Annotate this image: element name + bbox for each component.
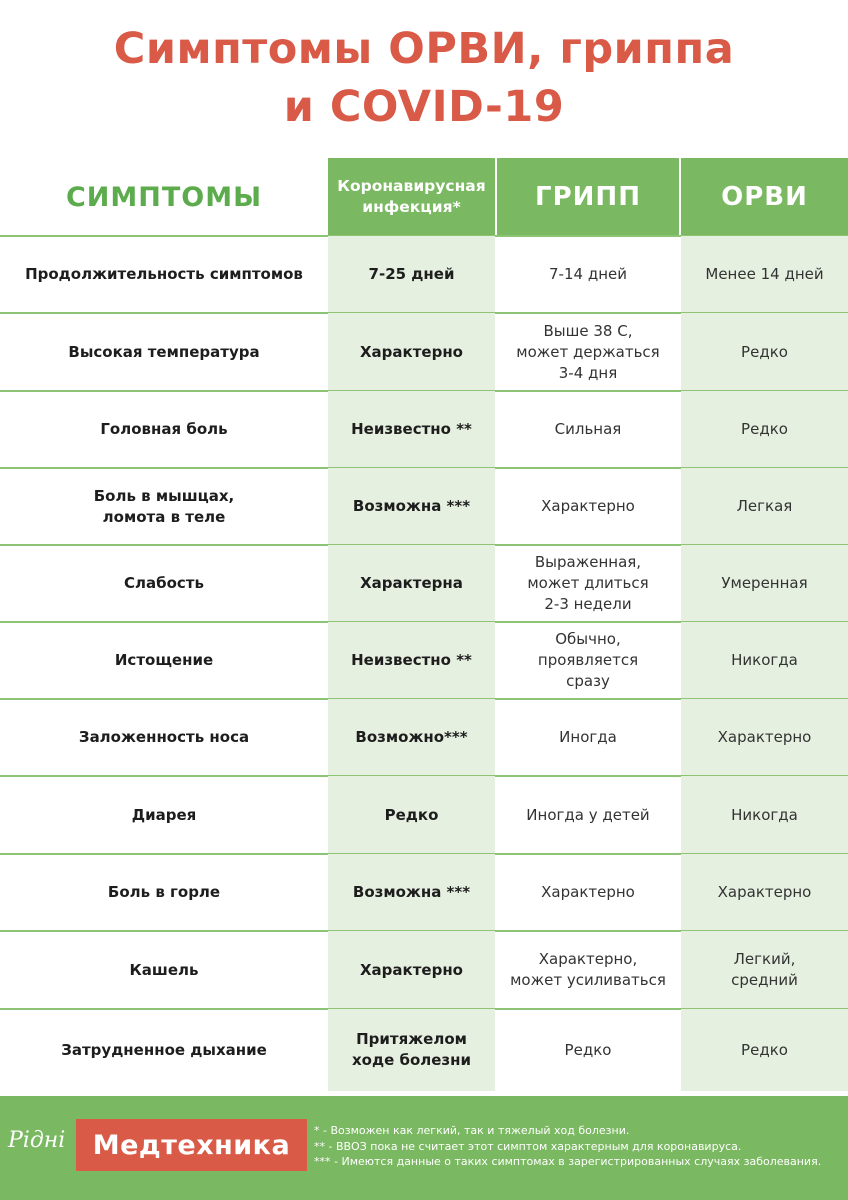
cell-orvi [681, 931, 848, 1009]
cell-flu [497, 776, 679, 854]
cell-orvi [681, 776, 848, 854]
cell-text: Характерно [541, 497, 635, 515]
cell-covid [328, 622, 495, 699]
table-row [0, 236, 848, 313]
header-covid-line2: инфекция* [362, 198, 461, 216]
cell-text: может держаться [516, 342, 660, 361]
cell-orvi [681, 313, 848, 391]
cell-orvi [681, 236, 848, 313]
cell-symptom [0, 545, 328, 622]
table-row [0, 468, 848, 545]
cell-text: Никогда [731, 805, 798, 824]
cell-text: Притяжелом [356, 1030, 467, 1048]
cell-text: Заложенность носа [78, 728, 250, 746]
cell-covid [328, 391, 495, 468]
table-row [0, 313, 848, 391]
cell-text: Редко [741, 420, 788, 438]
header-symptoms: СИМПТОМЫ [65, 181, 263, 213]
cell-symptom [0, 236, 328, 313]
cell-text: средний [731, 971, 798, 989]
cell-flu [497, 313, 679, 391]
cell-text: Редко [564, 1040, 612, 1059]
cell-text: Неизвестно ** [351, 651, 472, 669]
cell-text: Высокая температура [68, 342, 260, 361]
footnote-3: *** - Имеются данные о таких симптомах в зарегистрированных случаях заболевания. [314, 1155, 822, 1168]
cell-text: Характерно [359, 342, 463, 361]
cell-text: Никогда [731, 651, 798, 669]
header-covid-line1: Коронавирусная [337, 177, 486, 195]
cell-symptom [0, 776, 328, 854]
cell-flu [497, 699, 679, 776]
cell-text: 2-3 недели [544, 595, 632, 613]
cell-text: проявляется [537, 651, 639, 669]
cell-text: Продолжительность симптомов [25, 265, 303, 283]
cell-text: Боль в мышцах, [93, 486, 235, 505]
title-line-2: и COVID-19 [283, 82, 565, 132]
cell-text: Редко [384, 805, 439, 824]
cell-text: Характерно [359, 960, 463, 979]
cell-text: Характерно [717, 883, 812, 901]
brand-logo: Медтехника [76, 1119, 307, 1171]
cell-text: может длиться [527, 574, 649, 592]
footnotes [314, 1123, 844, 1170]
cell-symptom [0, 931, 328, 1009]
table-row [0, 854, 848, 931]
cell-text: Затрудненное дыхание [61, 1040, 267, 1059]
header-orvi: ОРВИ [681, 158, 848, 236]
cell-orvi [681, 699, 848, 776]
cell-covid [328, 776, 495, 854]
cell-symptom [0, 313, 328, 391]
cell-covid [328, 1009, 495, 1091]
brand-small-logo: Рідні [8, 1128, 66, 1153]
cell-text: Легкий, [733, 950, 796, 968]
cell-text: Диарея [131, 805, 197, 824]
cell-text: Выше 38 С, [543, 321, 633, 340]
cell-orvi [681, 854, 848, 931]
cell-text: Возможна *** [352, 497, 471, 515]
cell-covid [328, 545, 495, 622]
cell-symptom [0, 622, 328, 699]
cell-text: Головная боль [100, 420, 228, 438]
footnote-1: * - Возможен как легкий, так и тяжелый ход болезни. [314, 1124, 630, 1137]
cell-text: Истощение [114, 651, 214, 669]
table-row [0, 545, 848, 622]
cell-text: Умеренная [721, 574, 808, 592]
cell-text: Характерно [717, 728, 812, 746]
cell-orvi [681, 545, 848, 622]
cell-flu [497, 931, 679, 1009]
cell-text: Редко [741, 342, 788, 361]
cell-text: Редко [741, 1040, 788, 1059]
cell-symptom [0, 1009, 328, 1091]
cell-flu [497, 1009, 679, 1091]
cell-symptom [0, 699, 328, 776]
cell-symptom [0, 468, 328, 545]
cell-text: ходе болезни [351, 1051, 472, 1069]
cell-text: Менее 14 дней [705, 265, 824, 283]
cell-text: Возможна *** [352, 883, 471, 901]
cell-text: 7-25 дней [368, 265, 455, 283]
cell-flu [497, 622, 679, 699]
cell-orvi [681, 1009, 848, 1091]
cell-flu [497, 545, 679, 622]
cell-covid [328, 854, 495, 931]
cell-text: ломота в теле [102, 507, 226, 526]
cell-orvi [681, 391, 848, 468]
cell-text: сразу [566, 672, 610, 690]
cell-symptom [0, 391, 328, 468]
cell-covid [328, 313, 495, 391]
cell-text: Слабость [124, 574, 204, 592]
cell-text: Иногда [559, 728, 617, 746]
cell-text: Характерно, [538, 950, 638, 968]
cell-flu [497, 468, 679, 545]
footnote-2: ** - ВВОЗ пока не считает этот симптом характерным для коронавируса. [314, 1139, 742, 1153]
cell-text: Характерно [541, 883, 635, 901]
table-row [0, 622, 848, 699]
cell-text: 3-4 дня [558, 363, 618, 382]
table-row [0, 391, 848, 468]
table-row [0, 776, 848, 854]
cell-text: Кашель [129, 960, 199, 979]
header-covid [328, 158, 495, 236]
cell-orvi [681, 468, 848, 545]
table-row [0, 1009, 848, 1091]
cell-covid [328, 931, 495, 1009]
table-row [0, 931, 848, 1009]
cell-text: Возможно*** [355, 728, 468, 746]
cell-text: Сильная [554, 420, 622, 438]
cell-flu [497, 854, 679, 931]
title-line-1: Симптомы ОРВИ, гриппа [113, 24, 735, 74]
cell-text: Неизвестно ** [351, 420, 472, 438]
cell-covid [328, 236, 495, 313]
cell-covid [328, 699, 495, 776]
cell-text: Характерна [360, 574, 463, 592]
header-flu: ГРИПП [497, 158, 679, 236]
footer [0, 1096, 848, 1200]
table-row [0, 699, 848, 776]
cell-text: Обычно, [555, 630, 621, 648]
cell-text: может усиливаться [510, 971, 666, 989]
cell-text: 7-14 дней [549, 265, 627, 283]
cell-orvi [681, 622, 848, 699]
cell-text: Легкая [736, 497, 793, 515]
cell-flu [497, 236, 679, 313]
cell-text: Выраженная, [534, 553, 642, 571]
cell-flu [497, 391, 679, 468]
page-title [0, 0, 848, 158]
cell-text: Боль в горле [107, 883, 221, 901]
cell-covid [328, 468, 495, 545]
cell-text: Иногда у детей [526, 805, 650, 824]
cell-symptom [0, 854, 328, 931]
